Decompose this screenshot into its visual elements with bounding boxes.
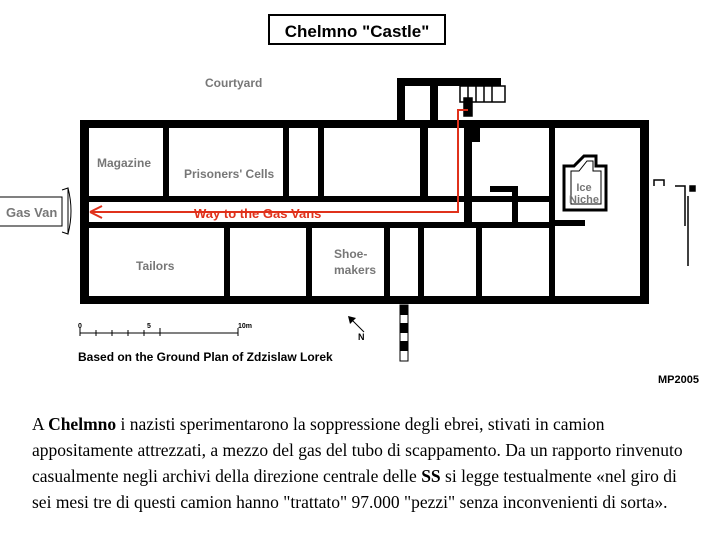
ice-niche bbox=[564, 156, 606, 210]
scale-ten: 10m bbox=[238, 323, 253, 330]
route-label: Way to the Gas Vans bbox=[194, 206, 322, 221]
caption-text-1: A bbox=[32, 414, 49, 434]
prisoners-cells-label: Prisoners' Cells bbox=[184, 167, 275, 181]
gas-van-label: Gas Van bbox=[6, 205, 58, 220]
credit-text: Based on the Ground Plan of Zdzislaw Lorek bbox=[78, 350, 333, 364]
magazine-label: Magazine bbox=[97, 156, 152, 170]
caption-ss: SS bbox=[421, 466, 441, 486]
scale-bar bbox=[78, 323, 252, 336]
north-arrow bbox=[348, 316, 365, 342]
caption-text-2: i nazisti sperimentarono la soppressione degli ebrei, stivati in camion appositamente attrezzati, a mezzo del gas del tubo di scappamento. Da un rapporto rinvenuto casualmente negli archivi della direzione centrale delle bbox=[32, 414, 683, 486]
ice-label-line1: Ice bbox=[576, 182, 592, 194]
outbuilding bbox=[654, 180, 695, 266]
plan-title: Chelmno "Castle" bbox=[284, 22, 430, 41]
author-mark: MP2005 bbox=[658, 374, 699, 386]
scale-zero: 0 bbox=[78, 323, 82, 330]
shoemakers-label-line2: makers bbox=[334, 263, 377, 277]
ice-label-line2: Niche bbox=[569, 194, 599, 206]
gas-van bbox=[0, 188, 71, 234]
shoemakers-label-line1: Shoe- bbox=[334, 247, 368, 261]
caption-text-3: si legge testualmente «nel giro di sei mesi tre di questi camion hanno "trattato" 97.000 "pezzi" senza inconvenienti di sorta». bbox=[32, 466, 677, 512]
marker-post bbox=[400, 305, 408, 361]
scale-five: 5 bbox=[147, 323, 151, 330]
north-label: N bbox=[358, 332, 365, 342]
tailors-label: Tailors bbox=[136, 259, 175, 273]
staircase bbox=[460, 86, 505, 116]
courtyard-label: Courtyard bbox=[205, 76, 263, 90]
caption-paragraph bbox=[32, 411, 700, 515]
caption-chelmno: Chelmno bbox=[48, 414, 117, 434]
